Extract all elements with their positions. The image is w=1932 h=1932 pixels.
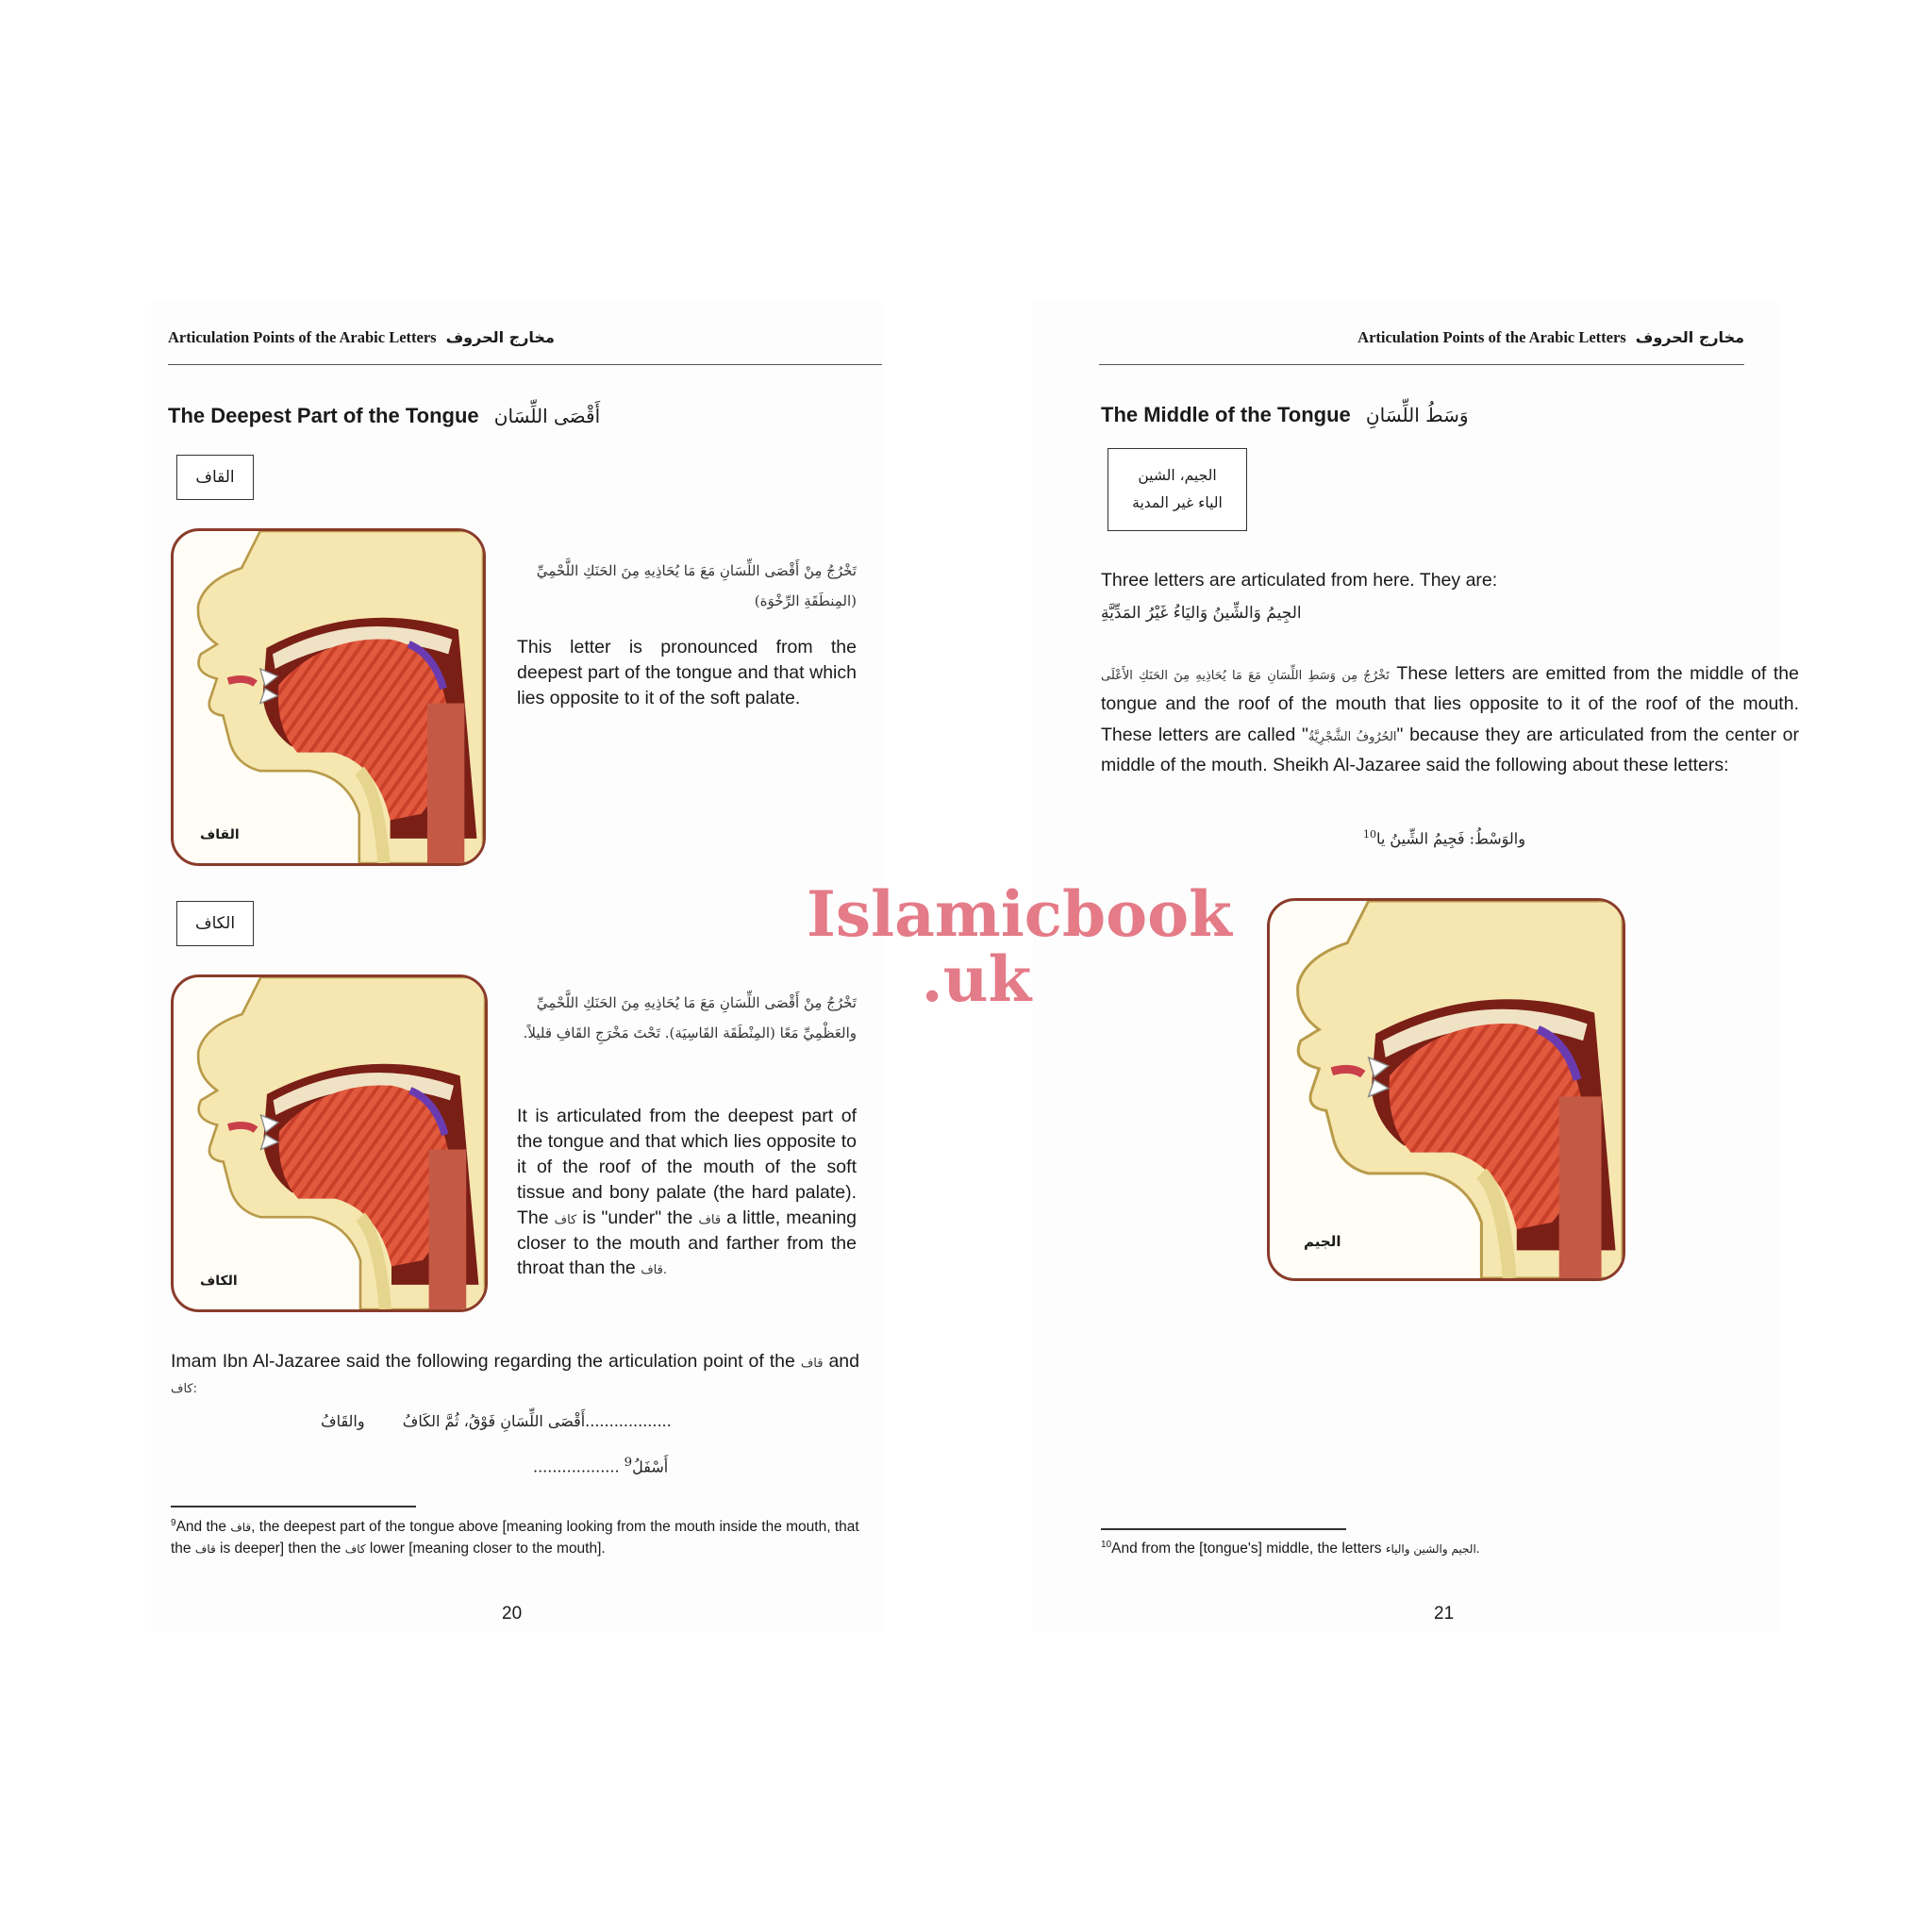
kaf-english-qaf: قاف — [698, 1212, 722, 1227]
footnote-10 — [1101, 1538, 1799, 1559]
fn9-text-2: , the deepest part of the tongue above [meaning looking from the mouth inside the mouth, that the — [171, 1519, 859, 1557]
kaf-english-kaf: كاف — [554, 1212, 577, 1227]
kaf-figure-label: الكاف — [200, 1274, 238, 1289]
verse-line1-left: أَقْصَى اللِّسَانِ فَوْقُ، ثُمَّ الكَافُ — [402, 1412, 586, 1430]
footnote-rule — [171, 1506, 416, 1507]
watermark-line1: Islamicbook — [807, 877, 1232, 951]
kaf-box-label: الكاف — [194, 913, 236, 933]
kaf-english-qaf2: قاف. — [641, 1263, 667, 1278]
qaf-figure-label: القاف — [200, 827, 240, 842]
verse-line1-right: والقَافُ.................. — [321, 1412, 672, 1430]
qaf-english-text: This letter is pronounced from the deepest part of the tongue and that which lies opposite to it of the soft palate. — [517, 637, 857, 708]
verse-line2: أَسْفَلُ — [632, 1457, 669, 1476]
watermark-line2: .uk — [921, 942, 1032, 1017]
middle-paragraph-arabic: تَخْرُجُ مِن وَسَطِ اللِّسَانِ مَعَ مَا يُحَاذِيهِ مِنَ الحَنَكِ الأَعْلَى — [1101, 669, 1390, 683]
jazaree-verse-line1 — [321, 1412, 672, 1430]
jazaree-qaf: قاف — [800, 1357, 824, 1371]
jazaree-intro — [171, 1349, 859, 1400]
header-title-ar: مخارج الحروف — [1635, 328, 1744, 346]
jazaree-verse — [1363, 828, 1525, 847]
jeem-figure-label: الجيم — [1304, 1233, 1341, 1250]
qaf-arabic-text: تَخْرُجُ مِنْ أَقْصَى اللِّسَانِ مَعَ مَا يُحَاذِيهِ مِنَ الحَنَكِ اللَّحْمِيِّ (المِنطَقَةِ الرِّخْوَة) — [536, 562, 857, 609]
kaf-letter-box — [176, 901, 254, 946]
fn9-kaf: كاف — [344, 1542, 366, 1557]
letters-box — [1108, 448, 1247, 531]
kaf-english-text — [517, 1104, 857, 1281]
section-title-en: The Deepest Part of the Tongue — [168, 404, 479, 427]
letters-box-line1: الجيم، الشين — [1138, 466, 1217, 484]
footnote-9-number: 9 — [171, 1518, 176, 1528]
page-number: 21 — [1434, 1604, 1455, 1624]
intro-text: Three letters are articulated from here. They are: — [1101, 570, 1498, 591]
header-title-en: Articulation Points of the Arabic Letters — [168, 328, 437, 346]
kaf-english-1: It is articulated from the deepest part of the tongue and that which lies opposite to it of the roof of the mouth of the soft tissue and bony palate (the hard palate). The — [517, 1106, 857, 1228]
kaf-arabic-text: تَخْرُجُ مِنْ أَقْصَى اللِّسَانِ مَعَ مَا يُحَاذِيهِ مِنَ الحَنَكِ اللَّحْمِيِّ والعَظْمِيِّ مَعًا (المِنْطَقَة القَاسِيَة). تَحْتَ مَخْرَجِ القَافِ قليلاً. — [523, 994, 857, 1041]
jeem-head-diagram — [1270, 901, 1623, 1278]
middle-paragraph-1: These letters are emitted from the middle of the tongue and the roof of the mouth that lies opposite to it of the roof of the mouth. These letters are called " — [1101, 663, 1799, 745]
footnote-rule — [1101, 1528, 1346, 1530]
verse-line2-sup: 9 — [624, 1456, 633, 1470]
fn9-text-1: And the — [175, 1519, 226, 1536]
header-title-ar: مخارج الحروف — [445, 328, 555, 346]
intro-arabic: الجِيمُ وَالشِّينُ وَاليَاءُ غَيْرُ المَدِّيَّةِ — [1101, 604, 1302, 623]
fn9-text-4: lower [meaning closer to the mouth]. — [369, 1541, 606, 1557]
verse-text: والوَسْطُ: فَجِيمُ الشِّينُ يا — [1376, 829, 1525, 848]
middle-paragraph — [1101, 658, 1799, 780]
letters-box-line2: الياء غير المدية — [1132, 494, 1223, 511]
left-page — [151, 302, 882, 1632]
qaf-illustration — [171, 528, 486, 866]
fn10-text: And from the [tongue's] middle, the letters — [1111, 1541, 1382, 1557]
section-title-ar: أَقْصَى اللِّسَان — [493, 405, 601, 427]
section-title-en: The Middle of the Tongue — [1101, 403, 1351, 426]
kaf-english-2: is "under" the — [582, 1207, 693, 1228]
footnote-9 — [171, 1516, 864, 1560]
jazaree-text-1: Imam Ibn Al-Jazaree said the following regarding the articulation point of the — [171, 1351, 795, 1372]
jazaree-kaf: كاف: — [171, 1381, 198, 1396]
running-header — [168, 328, 882, 365]
fn9-qaf2: قاف — [194, 1542, 216, 1557]
footnote-10-number: 10 — [1101, 1540, 1112, 1550]
kaf-illustration — [171, 974, 488, 1312]
verse-sup: 10 — [1363, 828, 1376, 841]
fn9-qaf: قاف — [230, 1521, 252, 1535]
fn10-arabic: الجيم والشين والياء. — [1385, 1542, 1480, 1557]
middle-paragraph-term: الحُرُوفُ الشَّجْرِيَّةُ — [1307, 729, 1397, 744]
page-number: 20 — [502, 1604, 523, 1624]
section-title — [168, 404, 600, 428]
jazaree-verse-line2 — [533, 1456, 668, 1475]
middle-paragraph-2: " because they are articulated from the center or middle of the mouth. Sheikh Al-Jazaree said the following about these letters: — [1101, 724, 1799, 776]
jeem-illustration — [1267, 898, 1625, 1281]
verse-line2-dots: .................. — [533, 1457, 620, 1476]
section-title — [1101, 403, 1469, 427]
qaf-box-label: القاف — [195, 467, 235, 487]
kaf-english-3: a little, meaning closer to the mouth and farther from the throat than the — [517, 1207, 858, 1279]
section-title-ar: وَسَطُ اللِّسَانِ — [1365, 404, 1469, 426]
header-title-en: Articulation Points of the Arabic Letters — [1357, 328, 1626, 346]
jazaree-and: and — [828, 1351, 859, 1372]
watermark — [807, 877, 1232, 1017]
kaf-head-diagram — [174, 977, 485, 1309]
qaf-head-diagram — [174, 531, 483, 863]
qaf-letter-box — [176, 455, 254, 500]
fn9-text-3: is deeper] then the — [220, 1541, 341, 1557]
running-header — [1099, 328, 1744, 365]
